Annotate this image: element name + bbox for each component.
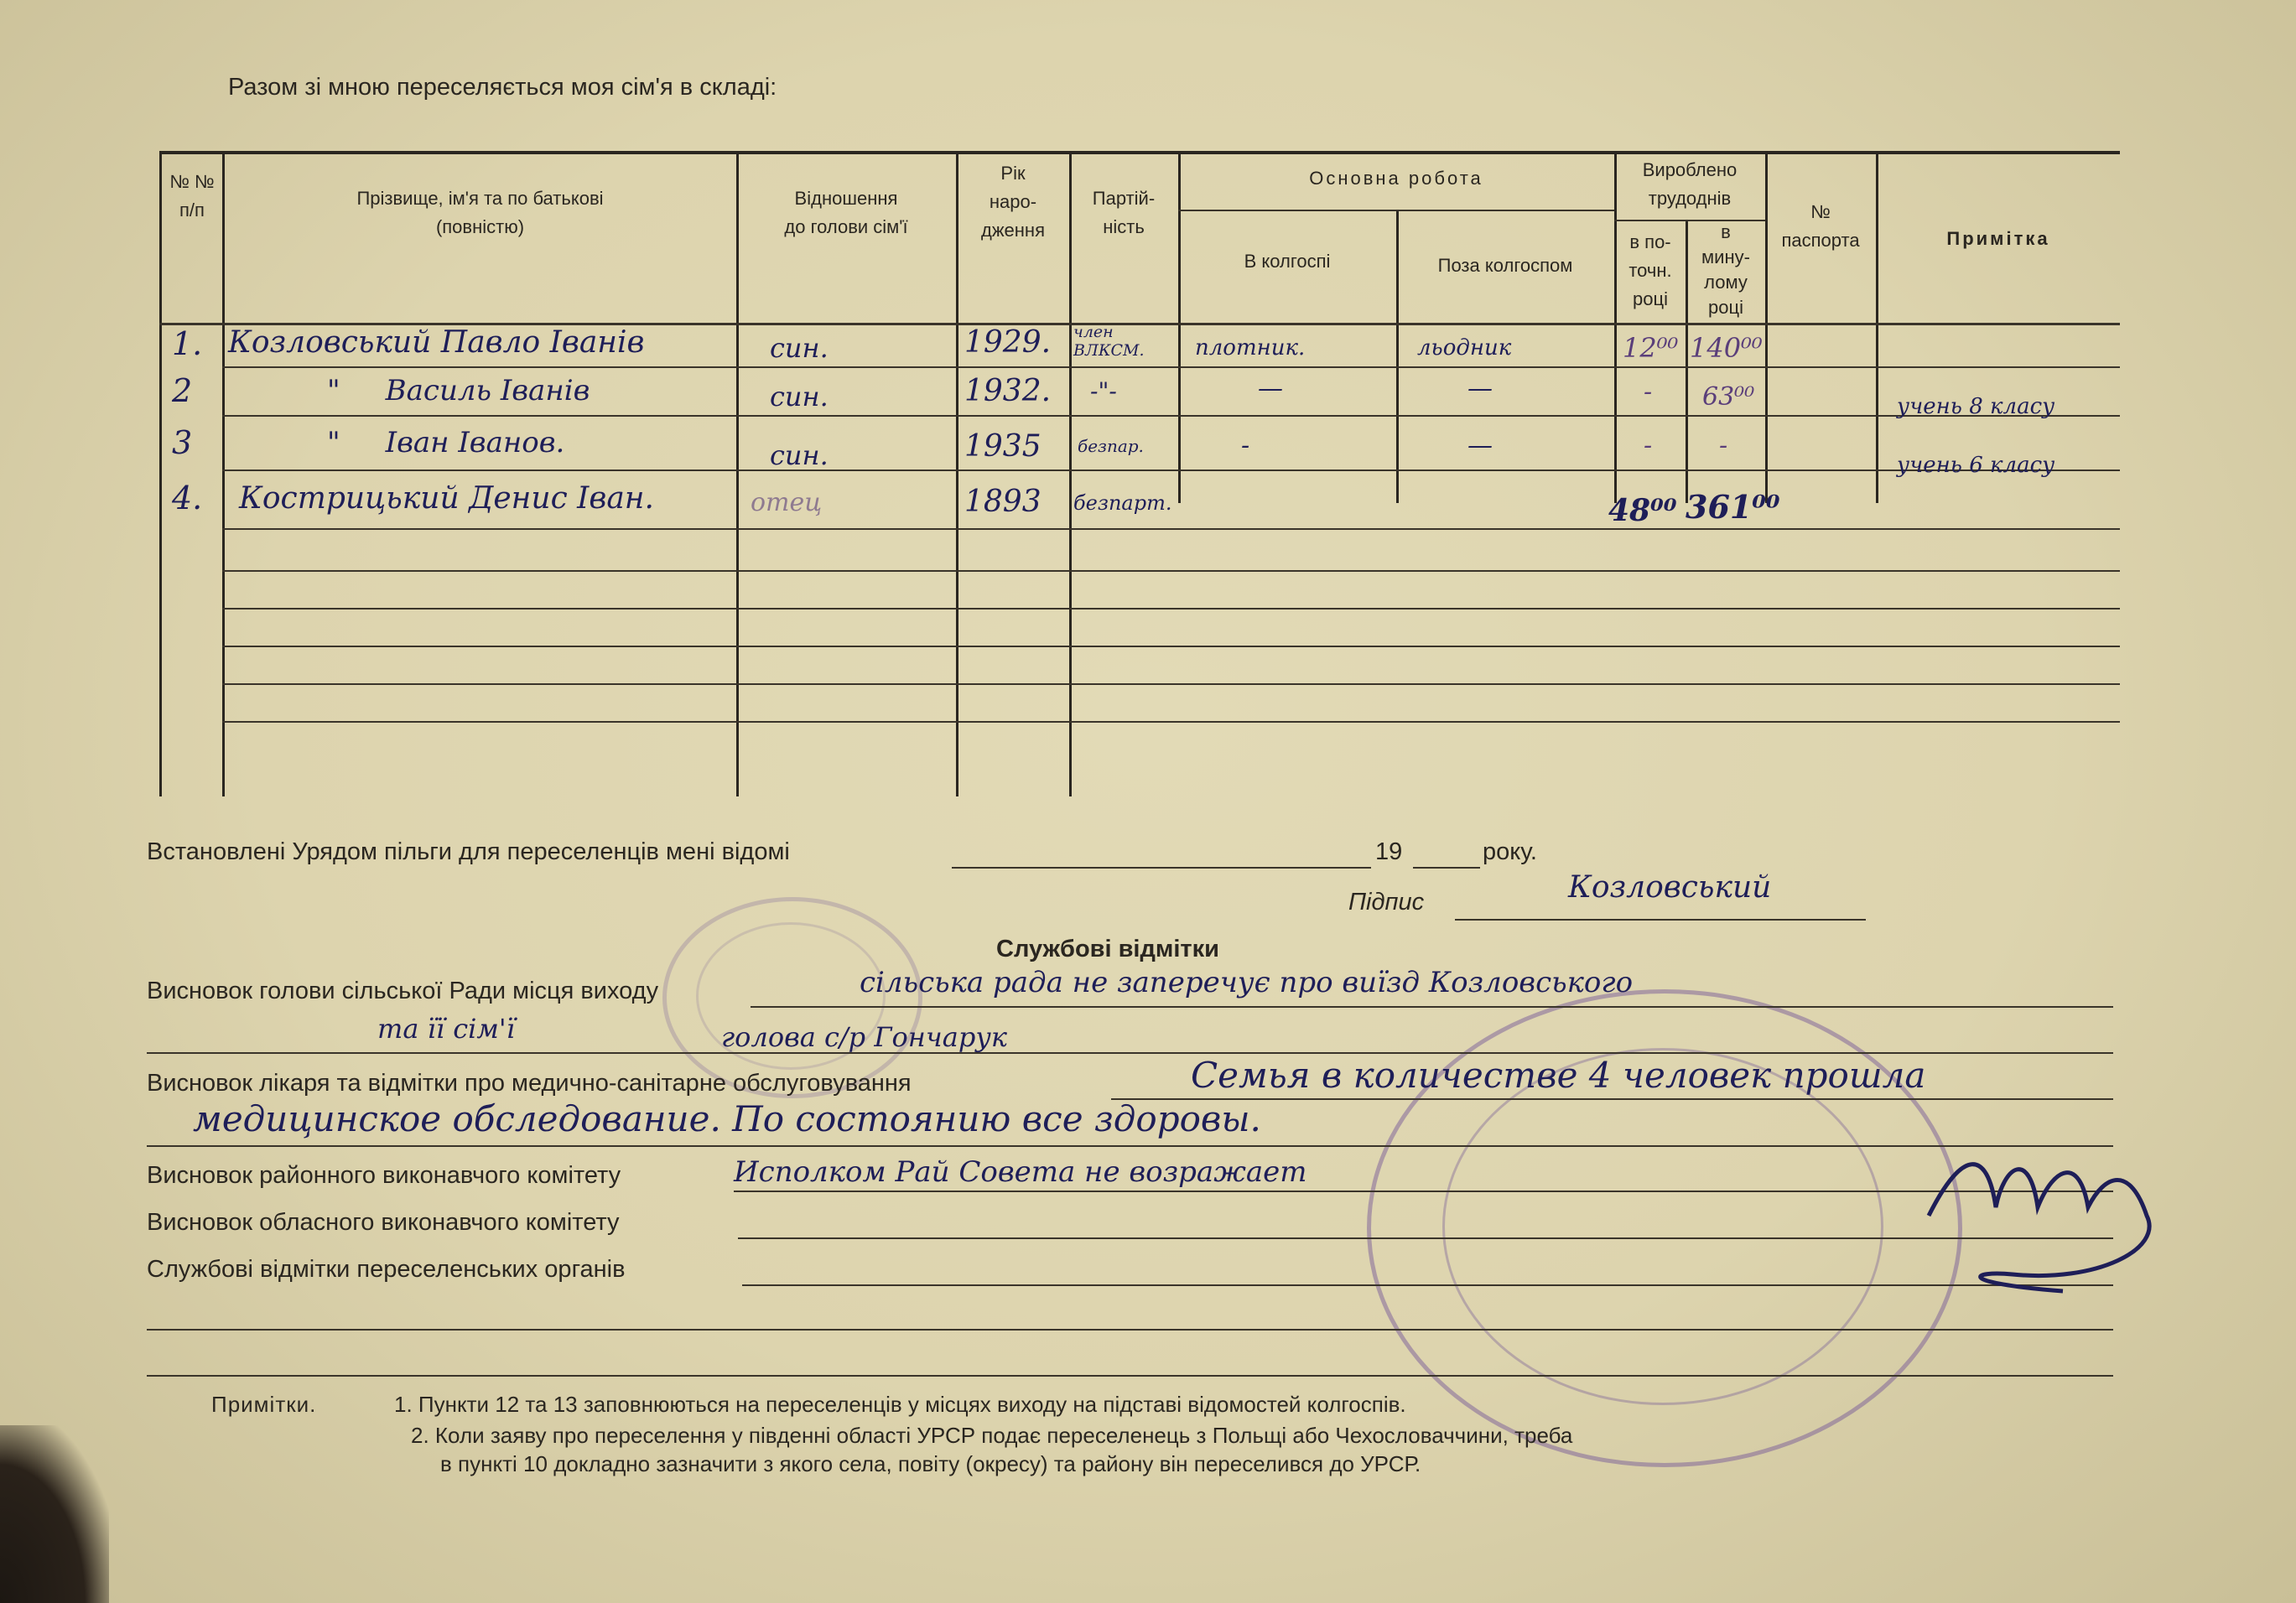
district-committee-label: Висновок районного виконавчого комітету [147,1162,621,1189]
col-divider [956,151,958,796]
family-heading: Разом зі мною переселяється моя сім'я в складі: [228,74,777,101]
oblast-committee-line [738,1237,2113,1239]
row4-name: Кострицький Денис Іван. [239,481,654,516]
row1-last: 140⁰⁰ [1690,332,1763,364]
damaged-corner [0,1425,109,1603]
row1-current: 12⁰⁰ [1623,332,1679,364]
row1-party: член ВЛКСМ. [1073,323,1145,360]
header-name: Прізвище, ім'я та по батькові (повністю) [356,188,604,237]
row-line [222,683,2120,685]
row3-in-kolhosp: - [1241,431,1250,460]
row-line [222,366,2120,368]
benefits-label: Встановлені Урядом пільги для переселенців мені відомі [147,838,790,865]
signature-value: Козловський [1568,870,1772,905]
blank-line [147,1329,2113,1331]
row4-year: 1893 [964,485,1042,519]
col-divider [1178,151,1181,503]
header-num: № № п/п [169,171,215,220]
header-party: Партій- ність [1092,188,1156,237]
row4-last: 361⁰⁰ [1686,488,1780,526]
resettlement-organs-label: Службові відмітки переселенських органів [147,1256,626,1283]
row3-out-kolhosp: — [1467,431,1493,460]
row3-year: 1935 [964,429,1042,464]
village-council-line [751,1006,2113,1008]
notes-prefix: Примітки. [211,1392,317,1417]
doctor-label: Висновок лікаря та відмітки про медично-санітарне обслуговування [147,1070,912,1097]
row3-note: учень 6 класу [1897,453,2055,478]
row-line [222,528,2120,530]
village-council-label: Висновок голови сільської Ради місця виходу [147,978,659,1004]
row3-name: " Іван Іванов. [327,426,565,459]
row3-last: - [1719,431,1728,460]
signature-line [1455,919,1866,921]
benefits-year-suffix: року. [1483,838,1537,865]
table-border-left [159,151,162,796]
row-line [222,469,2120,471]
row2-year: 1932. [964,374,1052,408]
district-committee-value: Исполком Рай Совета не возражает [734,1155,1307,1189]
year-line [1413,867,1480,869]
row4-party: безпарт. [1073,491,1172,515]
header-out-kolhosp: Поза колгоспом [1437,255,1573,276]
col-divider [736,151,739,796]
col-divider [222,151,225,796]
header-main-work: Основна робота [1309,168,1483,189]
row3-party: безпар. [1078,436,1144,456]
row2-out-kolhosp: — [1467,374,1493,403]
doctor-line-2 [147,1145,2113,1147]
header-workdays: Вироблено трудоднів [1642,159,1738,209]
notes-line-1: 1. Пункти 12 та 13 заповнюються на переселенців у місцях виходу на підставі відомостей колгоспів. [394,1392,1406,1417]
row4-relation: отец [751,488,823,517]
row3-relation: син. [770,439,829,471]
notes-line-3: в пункті 10 докладно зазначити з якого села, повіту (окресу) та району він переселився до УРСР. [440,1451,1421,1476]
row1-relation: син. [770,332,829,364]
doctor-line [1111,1098,2113,1100]
row-line [222,415,2120,417]
row-line [222,721,2120,723]
header-passport: № паспорта [1781,201,1860,251]
row2-current: - [1644,377,1653,407]
row2-last: 63⁰⁰ [1702,382,1755,412]
header-relation: Відношення до голови сім'ї [784,188,908,237]
row-line [222,570,2120,572]
row1-in-kolhosp: плотник. [1195,335,1306,361]
header-current-year: в по- точн. році [1628,231,1672,309]
row4-num: 4. [172,480,203,516]
row3-current: - [1644,431,1653,460]
village-council-value-2: та її сім'ї [377,1013,515,1045]
row1-num: 1. [172,325,203,362]
header-year: Рік наро- дження [980,163,1045,241]
resettlement-organs-line [742,1284,2113,1286]
doctor-value: Семья в количестве 4 человек прошла [1191,1055,1926,1096]
header-note: Примітка [1946,228,2050,249]
row2-note: учень 8 класу [1897,394,2055,419]
row1-name: Козловський Павло Іванів [228,325,645,360]
village-council-value: сільська рада не заперечує про виїзд Козловського [860,966,1634,999]
round-stamp-inner [1442,1048,1883,1405]
header-last-year: в мину- лому році [1701,221,1750,318]
row2-party: -"- [1090,377,1117,405]
benefits-year-prefix: 19 [1375,838,1403,865]
row2-num: 2 [172,372,193,409]
village-council-head: голова с/р Гончарук [721,1021,1007,1053]
village-council-line-2 [147,1052,2113,1054]
header-in-kolhosp: В колгоспі [1244,251,1331,272]
blank-line [147,1375,2113,1377]
row-line [222,608,2120,610]
doctor-value-2: медицинское обследование. По состоянию все здоровы. [193,1098,1261,1139]
row1-out-kolhosp: льодник [1417,335,1512,361]
row2-relation: син. [770,381,829,412]
signature-label: Підпис [1348,889,1425,916]
service-title: Службові відмітки [996,936,1219,962]
row2-name: " Василь Іванів [327,374,590,407]
row1-year: 1929. [964,325,1052,360]
district-committee-line [734,1191,2113,1192]
col-divider [1069,151,1072,796]
benefits-line [952,867,1371,869]
notes-line-2: 2. Коли заяву про переселення у південні області УРСР подає переселенець з Польщі або Чехословаччини, треба [411,1423,1573,1448]
row-line [222,646,2120,647]
subheader-line [1178,210,1614,211]
oblast-committee-label: Висновок обласного виконавчого комітету [147,1209,620,1236]
official-signature [1912,1115,2180,1308]
row4-current: 48⁰⁰ [1608,493,1677,528]
col-divider [1876,151,1878,503]
row3-num: 3 [172,424,193,461]
row2-in-kolhosp: — [1258,374,1283,403]
